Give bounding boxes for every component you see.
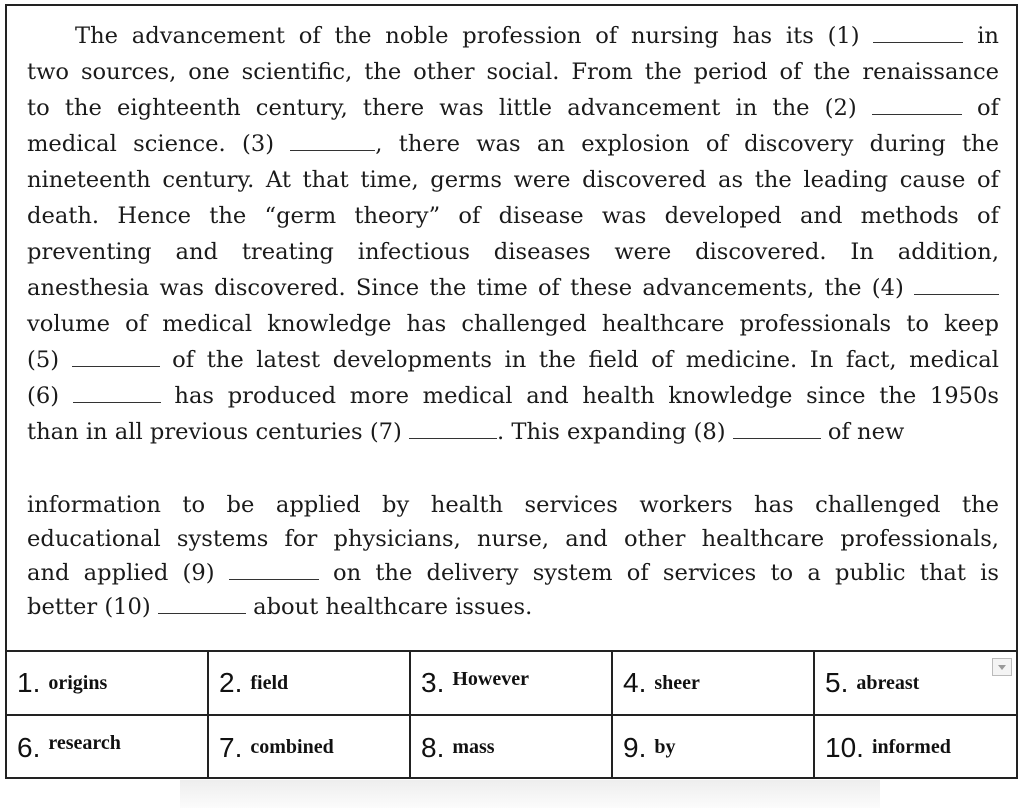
answer-number: 9. [623, 731, 647, 763]
passage-text: anesthesia was discovered. Since the time of these advancements, the (4) [27, 275, 914, 301]
answer-table [7, 650, 1016, 781]
passage-text: better (10) [27, 594, 158, 620]
passage-text: of the latest developments in the field of medicine. In fact, medical [159, 347, 1000, 373]
passage-line [27, 378, 999, 414]
answer-cell-9 [613, 716, 815, 779]
passage-line [27, 522, 999, 556]
passage-line [27, 342, 999, 378]
fill-in-blank[interactable] [229, 561, 319, 580]
answer-word: combined [250, 736, 334, 758]
passage-paragraph-1 [27, 18, 999, 450]
passage-line [27, 90, 999, 126]
passage-text: two sources, one scientific, the other social. From the period of the renaissance [27, 59, 999, 85]
passage-text: , there was an explosion of discovery during the [375, 131, 999, 157]
answer-number: 5. [825, 667, 849, 698]
answer-number: 1. [17, 667, 41, 698]
fill-in-blank[interactable] [72, 348, 160, 367]
passage-text: medical science. (3) [27, 131, 291, 157]
answer-word: origins [48, 671, 108, 694]
answer-word: sheer [654, 671, 700, 694]
passage-text: in [963, 23, 999, 49]
passage-text: (5) [27, 347, 72, 373]
passage-line [27, 198, 999, 234]
answer-number: 3. [421, 667, 445, 698]
passage-text: on the delivery system of services to a public that is [318, 560, 999, 586]
answer-number: 10. [825, 731, 864, 763]
fill-in-blank[interactable] [409, 420, 497, 439]
passage-line [27, 234, 999, 270]
answer-cell-6 [7, 716, 209, 779]
passage-line [27, 270, 999, 306]
answer-number: 6. [17, 731, 41, 763]
answer-cell-3 [411, 652, 613, 716]
passage-text: . This expanding (8) [497, 419, 733, 445]
passage-text: preventing and treating infectious diseases were discovered. In addition, [27, 239, 999, 265]
passage-paragraph-2 [27, 488, 999, 624]
document-frame [5, 4, 1018, 779]
passage-text: than in all previous centuries (7) [27, 419, 410, 445]
fill-in-blank[interactable] [872, 96, 962, 115]
answer-word: mass [452, 736, 495, 758]
passage-line [27, 162, 999, 198]
answer-number: 7. [219, 731, 243, 763]
answer-number: 2. [219, 667, 243, 698]
passage-text: nineteenth century. At that time, germs were discovered as the leading cause of [27, 167, 999, 193]
answer-cell-4 [613, 652, 815, 716]
chevron-down-icon[interactable] [992, 658, 1012, 676]
answer-cell-10 [815, 716, 1016, 779]
passage-line [27, 590, 999, 624]
answer-number: 8. [421, 731, 445, 763]
fill-in-blank[interactable] [873, 24, 963, 43]
page-shadow [180, 780, 880, 808]
answer-cell-2 [209, 652, 411, 716]
fill-in-blank[interactable] [290, 132, 375, 151]
passage-line [27, 306, 999, 342]
answer-word: informed [871, 736, 951, 758]
passage-text: and applied (9) [27, 560, 229, 586]
fill-in-blank[interactable] [733, 420, 821, 439]
passage-line [27, 126, 999, 162]
fill-in-blank[interactable] [73, 384, 161, 403]
passage-line [27, 556, 999, 590]
fill-in-blank[interactable] [158, 595, 246, 614]
answer-word: field [250, 671, 289, 694]
passage-text: of new [820, 419, 905, 445]
passage-text: of [961, 95, 999, 121]
answer-cell-5 [815, 652, 1016, 716]
answer-word: However [452, 667, 529, 690]
passage-text: death. Hence the “germ theory” of disease was developed and methods of [27, 203, 999, 229]
answer-cell-1 [7, 652, 209, 716]
answer-word: abreast [856, 671, 920, 694]
answer-word: by [654, 736, 676, 758]
passage-text: educational systems for physicians, nurse, and other healthcare professionals, [27, 526, 999, 552]
passage-text: (6) [27, 383, 73, 409]
passage-text: has produced more medical and health knowledge since the 1950s [160, 383, 999, 409]
fill-in-blank[interactable] [914, 276, 999, 295]
passage-line [27, 414, 999, 450]
passage-line [27, 488, 999, 522]
answer-number: 4. [623, 667, 647, 698]
answer-word: research [48, 732, 121, 754]
passage-line [27, 54, 999, 90]
passage-line [27, 18, 999, 54]
answer-cell-8 [411, 716, 613, 779]
passage-text: about healthcare issues. [245, 594, 533, 620]
passage-text: The advancement of the noble profession of nursing has its (1) [75, 23, 874, 49]
answer-cell-7 [209, 716, 411, 779]
passage-text: to the eighteenth century, there was little advancement in the (2) [27, 95, 872, 121]
passage-text: volume of medical knowledge has challenged healthcare professionals to keep [27, 311, 999, 337]
passage-text: information to be applied by health services workers has challenged the [27, 492, 999, 518]
